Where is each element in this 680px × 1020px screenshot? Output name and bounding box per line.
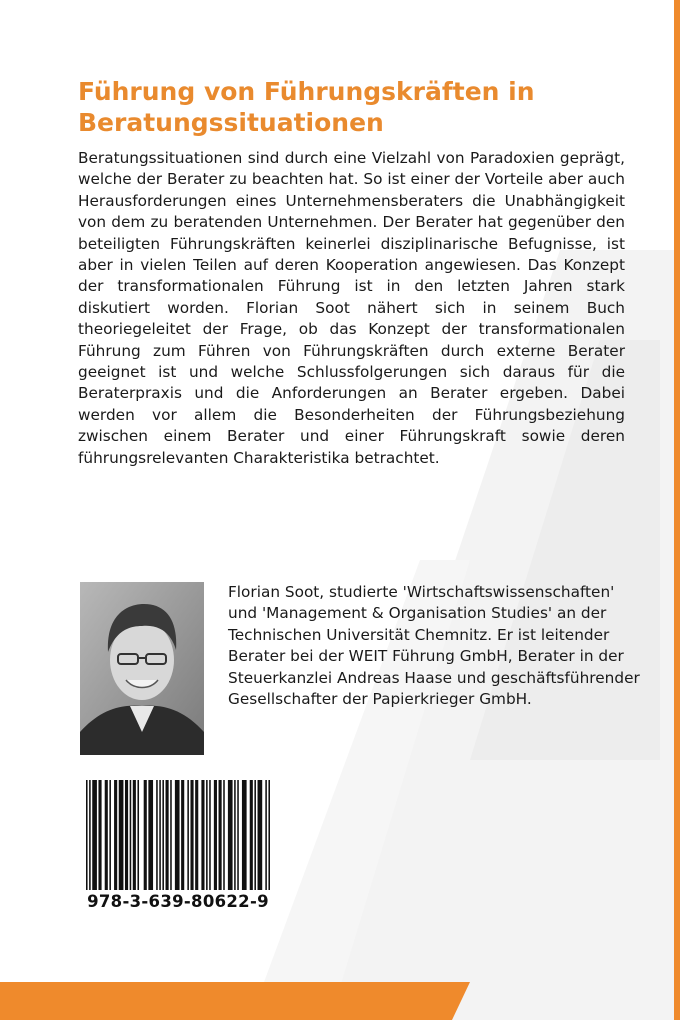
book-blurb: Beratungssituationen sind durch eine Vielzahl von Paradoxien geprägt, welche der Berater zu beachten hat. So ist einer der Vorteile aber auch Herausforderungen eines Unternehmensberaters die Unabhängigkeit von dem zu beratenden Unternehmen. Der Berater hat gegenüber den beteiligten Führungskräften keinerlei disziplinarische Befugnisse, ist aber in vielen Teilen auf deren Kooperation angewiesen. Das Konzept der transformationalen Führung ist in den letzten Jahren stark diskutiert worden. Florian Soot nähert sich in seinem Buch theoriegeleitet der Frage, ob das Konzept der transformationalen Führung zum Führen von Führungskräften durch externe Berater geeignet ist und welche Schlussfolgerungen sich daraus für die Beraterpraxis und die Anforderungen an Berater ergeben. Dabei werden vor allem die Besonderheiten der Führungsbeziehung zwischen einem Berater und einer Führungskraft sowie deren führungsrelevanten Charakteristika betrachtet. (78, 149, 625, 467)
barcode-bar (214, 780, 217, 890)
barcode-bar (125, 780, 128, 890)
barcode-bar (242, 780, 247, 890)
barcode-bar (181, 780, 184, 890)
barcode-bar (98, 780, 101, 890)
author-bio: Florian Soot, studierte 'Wirtschaftswissenschaften' und 'Management & Organisation Studies' an der Technischen Universität Chemnitz. Er ist leitender Berater bei der WEIT Führung GmbH, Berater in der Steuerkanzlei Andreas Haase und geschäftsführender Gesellschafter der Papierkrieger GmbH. (228, 583, 640, 709)
author-photo (80, 582, 204, 755)
barcode-bar (187, 780, 189, 890)
barcode-bar (258, 780, 263, 890)
bottom-orange-band (0, 982, 680, 1020)
barcode-bar (170, 780, 172, 890)
barcode-bar (268, 780, 270, 890)
barcode-bar (206, 780, 208, 890)
barcode-bar (166, 780, 169, 890)
barcode-bar (156, 780, 158, 890)
barcode-bar (209, 780, 211, 890)
barcode-bar (130, 780, 132, 890)
book-title: Führung von Führungskräften in Beratungssituationen (78, 77, 535, 137)
isbn-number: 978-3-639-80622-9 (87, 892, 269, 911)
barcode-bar (265, 780, 267, 890)
barcode-bar (237, 780, 239, 890)
barcode-bar (190, 780, 193, 890)
barcode-bar (109, 780, 111, 890)
barcode-bar (223, 780, 225, 890)
barcode-bar (201, 780, 204, 890)
barcode-bar (89, 780, 91, 890)
barcode-bar (228, 780, 233, 890)
author-portrait-icon (80, 582, 204, 755)
barcode-bar (162, 780, 164, 890)
barcode-bar (137, 780, 139, 890)
barcode-bar (105, 780, 108, 890)
isbn-barcode (80, 780, 276, 918)
barcode-bar (119, 780, 124, 890)
barcode-bar (86, 780, 88, 890)
barcode-bar (114, 780, 117, 890)
barcode-bar (219, 780, 222, 890)
barcode-bar (144, 780, 147, 890)
barcode-bar (254, 780, 256, 890)
barcode-bar (175, 780, 180, 890)
barcode-bar (92, 780, 97, 890)
barcode-bars (86, 780, 270, 890)
barcode-bar (133, 780, 136, 890)
barcode-bar (148, 780, 153, 890)
barcode-bar (234, 780, 236, 890)
right-edge-stripe (674, 0, 680, 1020)
barcode-bar (159, 780, 161, 890)
barcode-bar (250, 780, 253, 890)
barcode-bar (195, 780, 198, 890)
